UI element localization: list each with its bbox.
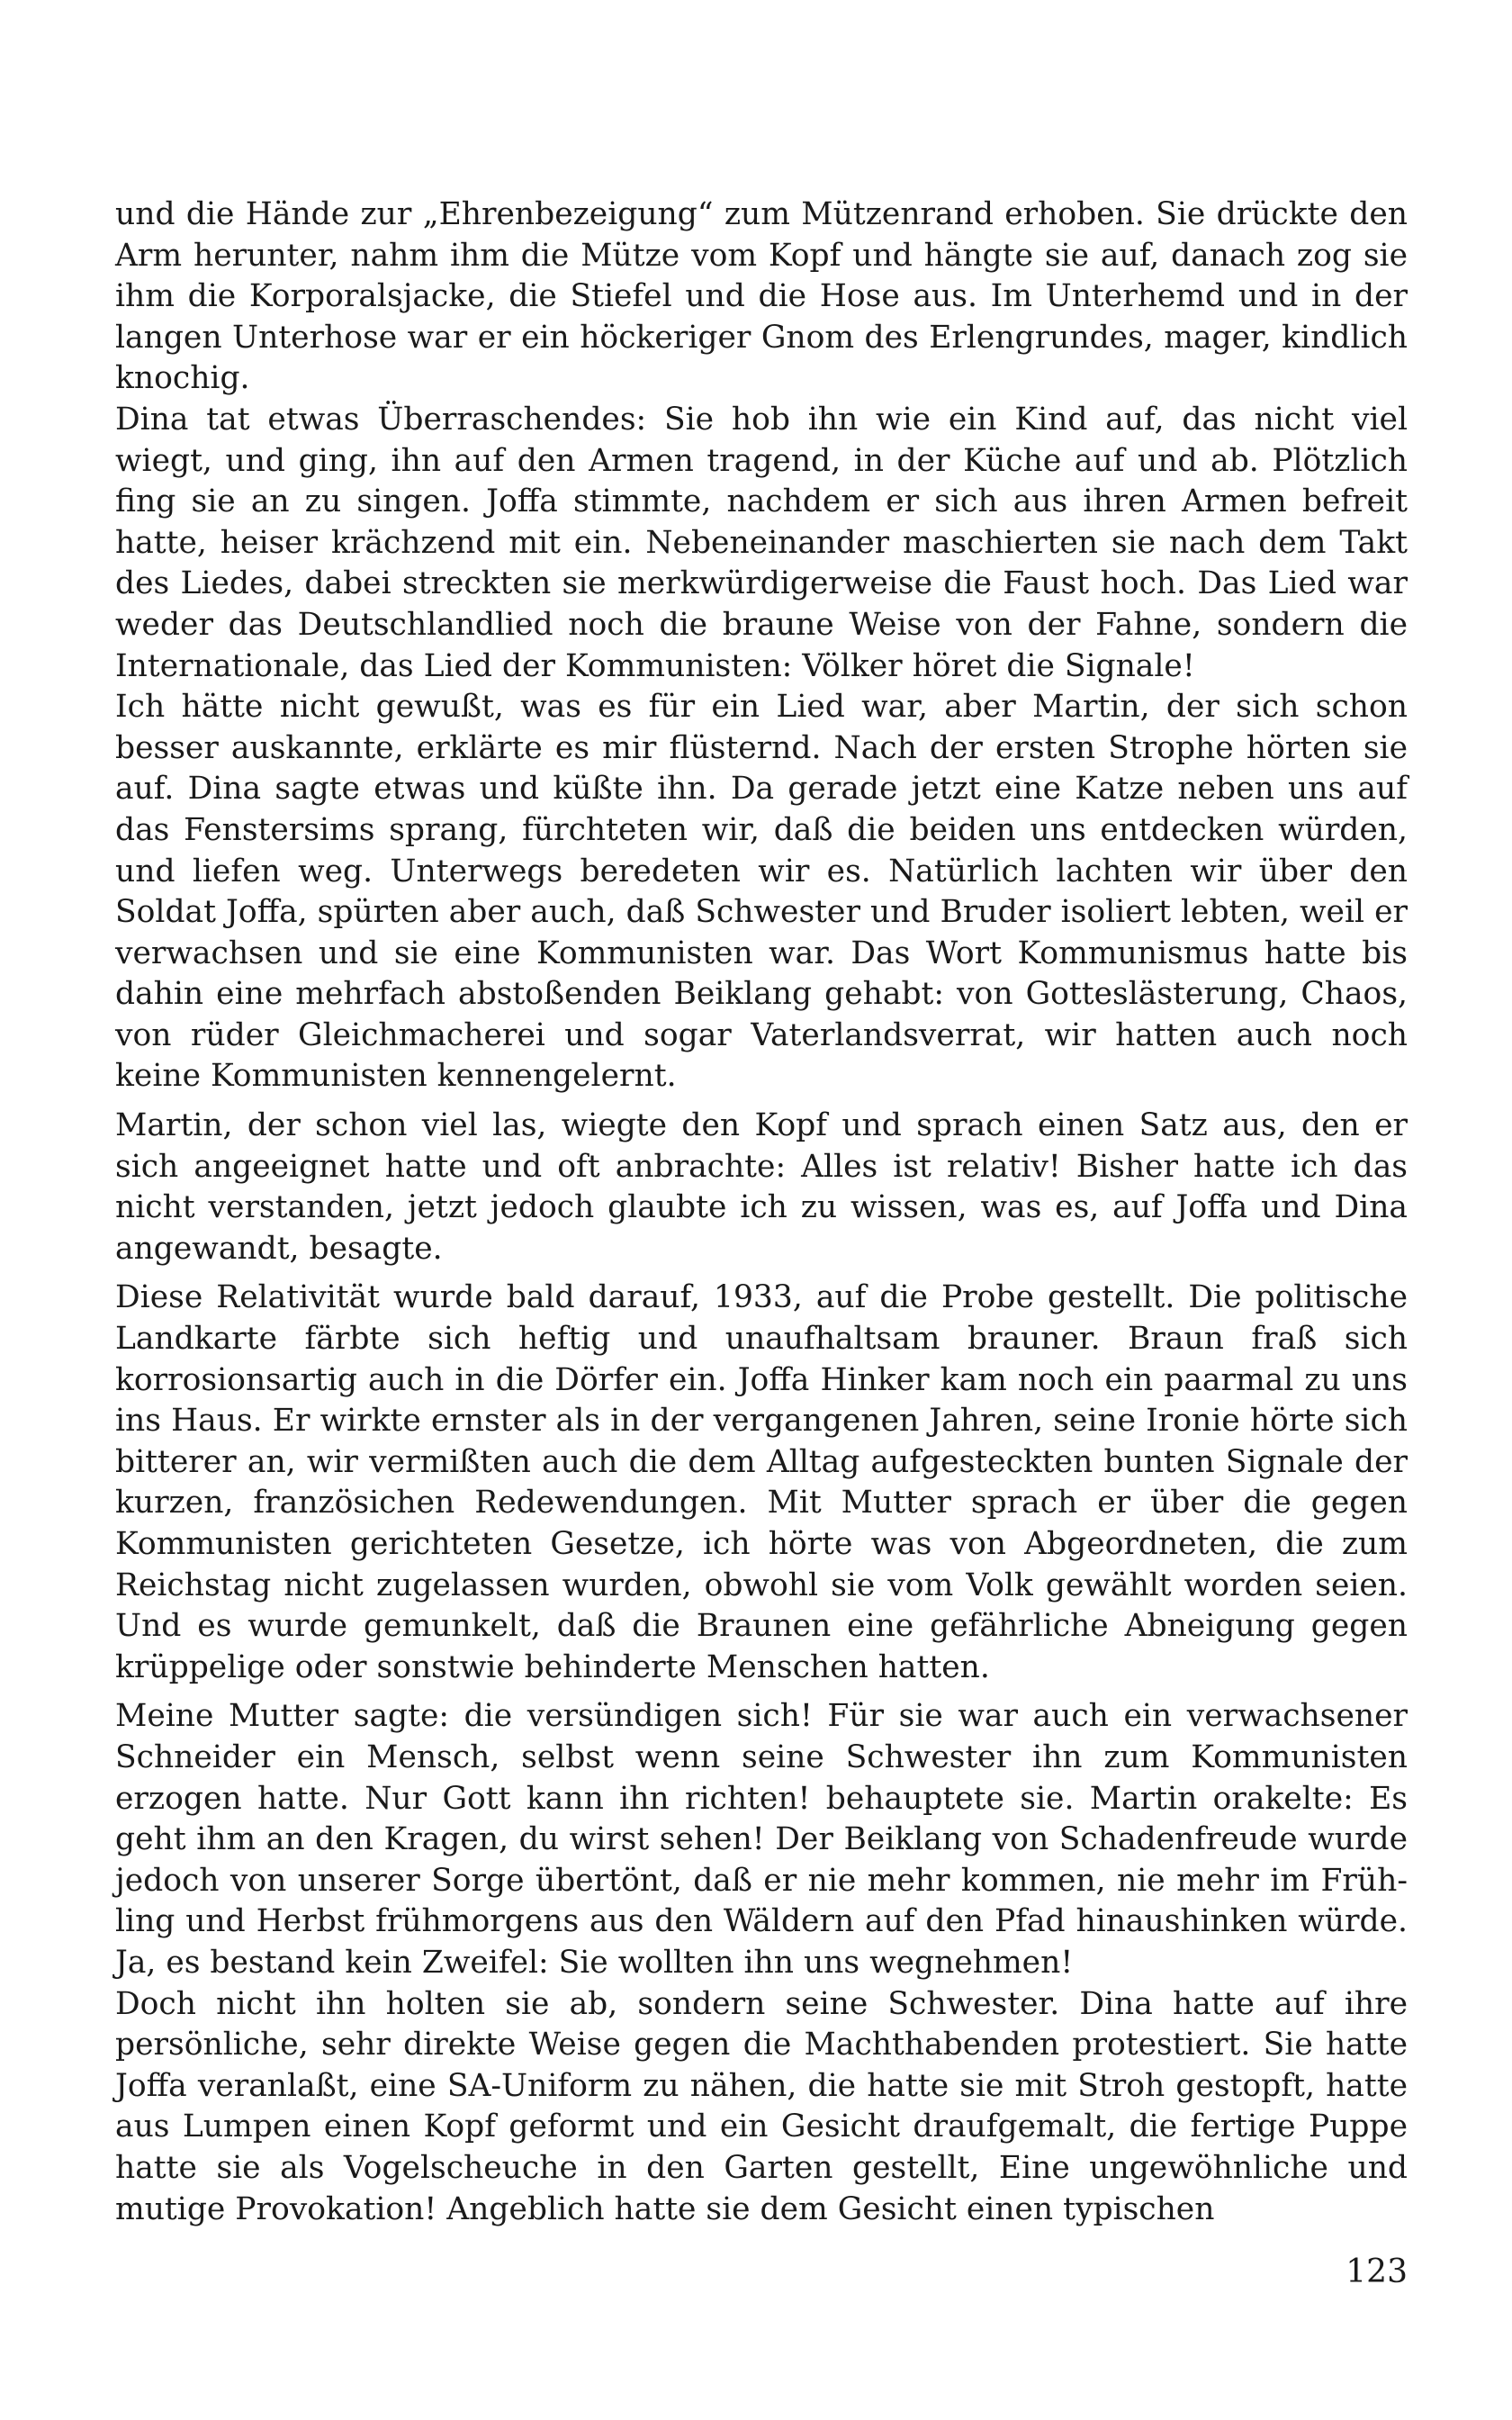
paragraph-1: und die Hände zur „Ehrenbezeigung“ zum Mützenrand erhoben. Sie drückte den Arm herunter, nahm ihm die Mütze vom Kopf und hängte sie auf, danach zog sie ihm die Korporalsjacke, die Stiefel und die Hose aus. Im Unterhemd und in der langen Unterhose war er ein höckeriger Gnom des Erlengrundes, mager, kindlich knochig. [115,196,1408,397]
paragraph-7: Doch nicht ihn holten sie ab, sondern seine Schwester. Dina hatte auf ihre persönliche, sehr direkte Weise gegen die Machthabenden protestiert. Sie hatte Joffa veranlaßt, eine SA-Uniform zu nähen, die hatte sie mit Stroh gestopft, hatte aus Lumpen einen Kopf geformt und ein Gesicht draufgemalt, die fertige Puppe hatte sie als Vogelscheuche in den Garten gestellt, Eine ungewöhnliche und mutige Provokation! Angeblich hatte sie dem Gesicht einen typischen [115,1985,1408,2227]
paragraph-4: Martin, der schon viel las, wiegte den Kopf und sprach einen Satz aus, den er sich angeeignet hatte und oft anbrachte: Alles ist relativ! Bisher hatte ich das nicht verstanden, jetzt jedoch glaubte ich zu wissen, was es, auf Joffa und Dina angewandt, besagte. [115,1107,1408,1267]
page-number: 123 [1346,2253,1408,2290]
body-text [115,194,1408,2230]
paragraph-2: Dina tat etwas Überraschendes: Sie hob ihn wie ein Kind auf, das nicht viel wiegt, und ging, ihn auf den Armen tragend, in der Küche auf und ab. Plötzlich fing sie an zu singen. Joffa stimmte, nachdem er sich aus ihren Armen befreit hatte, heiser krächzend mit ein. Nebeneinander maschierten sie nach dem Takt des Liedes, dabei streckten sie merkwürdigerweise die Faust hoch. Das Lied war weder das Deutschlandlied noch die braune Weise von der Fahne, sondern die Internationale, das Lied der Kommunisten: Völker höret die Signale! [115,401,1408,684]
paragraph-6: Meine Mutter sagte: die versündigen sich! Für sie war auch ein verwachsener Schneider ein Mensch, selbst wenn seine Schwester ihn zum Kommunisten erzogen hatte. Nur Gott kann ihn richten! behauptete sie. Martin orakelte: Es geht ihm an den Kragen, du wirst sehen! Der Beiklang von Schadenfreude wurde jedoch von unserer Sorge übertönt, daß er nie mehr kommen, nie mehr im Frühling und Herbst frühmorgens aus den Wäldern auf den Pfad hinaushinken würde. Ja, es bestand kein Zweifel: Sie wollten ihn uns wegnehmen! [115,1698,1408,1981]
paragraph-3: Ich hätte nicht gewußt, was es für ein Lied war, aber Martin, der sich schon besser auskannte, erklärte es mir flüsternd. Nach der ersten Strophe hörten sie auf. Dina sagte etwas und küßte ihn. Da gerade jetzt eine Katze neben uns auf das Fenstersims sprang, fürchteten wir, daß die beiden uns entdecken würden, und liefen weg. Unterwegs beredeten wir es. Natürlich lachten wir über den Soldat Joffa, spürten aber auch, daß Schwester und Bruder isoliert lebten, weil er verwachsen und sie eine Kommunisten war. Das Wort Kommunismus hatte bis dahin eine mehrfach abstoßenden Beiklang gehabt: von Gotteslästerung, Chaos, von rüder Gleichmacherei und sogar Vaterlandsverrat, wir hatten auch noch keine Kommunisten kennengelernt. [115,689,1408,1095]
paragraph-5: Diese Relativität wurde bald darauf, 1933, auf die Probe gestellt. Die politische Landkarte färbte sich heftig und unaufhaltsam brauner. Braun fraß sich korrosionsartig auch in die Dörfer ein. Joffa Hinker kam noch ein paarmal zu uns ins Haus. Er wirkte ernster als in der vergangenen Jahren, seine Ironie hörte sich bitterer an, wir vermißten auch die dem Alltag aufgesteckten bunten Signale der kurzen, französichen Redewendungen. Mit Mutter sprach er über die gegen Kommunisten gerichteten Gesetze, ich hörte was von Abgeordneten, die zum Reichstag nicht zugelassen wurden, obwohl sie vom Volk gewählt worden seien. Und es wurde gemunkelt, daß die Braunen eine gefährliche Abneigung gegen krüppelige oder sonstwie behinderte Menschen hatten. [115,1279,1408,1685]
